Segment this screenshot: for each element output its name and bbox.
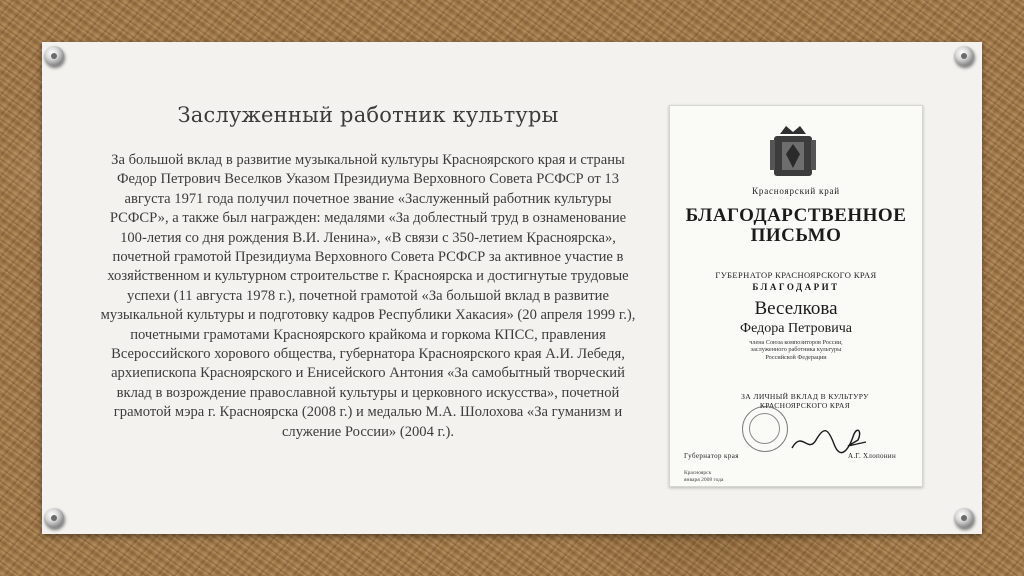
letter-recipient-given-names: Федора Петровича <box>740 321 852 336</box>
letter-contribution <box>730 392 880 410</box>
place-line: Красноярск <box>684 470 712 476</box>
member-line: члена Союза композиторов России, <box>749 339 843 346</box>
letter-governor-line: ГУБЕРНАТОР КРАСНОЯРСКОГО КРАЯ <box>715 270 877 280</box>
contribution-line: КРАСНОЯРСКОГО КРАЯ <box>759 401 851 410</box>
letter-place-date <box>684 470 723 483</box>
slide-title: Заслуженный работник культуры <box>177 103 559 127</box>
letter-thanks: БЛАГОДАРИТ <box>752 282 840 292</box>
pushpin-icon <box>954 508 974 528</box>
coat-of-arms-icon <box>770 124 816 180</box>
contribution-line: ЗА ЛИЧНЫЙ ВКЛАД В КУЛЬТУРУ <box>741 392 869 401</box>
slide-body-text: За большой вклад в развитие музыкальной культуры Красноярского края и страны Федор Петрович Веселков Указом Президиума Верховного Совета РСФСР от 13 августа 1971 года получил почетное звание «Заслуженный работник культуры РСФСР», а также был награжден: медалями «За доблестный труд в ознаменование 100-летия со дня рождения В.И. Ленина», «В связи с 350-летием Красноярска», почетной грамотой Президиума Верховного Совета РСФСР за активное участие в хозяйственном и культурном строительстве г. Красноярска и достигнутые трудовые успехи (11 августа 1978 г.), почетной грамотой «За большой вклад в развитие музыкальной культуры и подготовку кадров Республики Хакасия» (20 апреля 1999 г.), почетными грамотами Красноярского крайкома и горкома КПСС, правления Всероссийского хорового общества, губернатора Красноярского края А.И. Лебедя, архиепископа Красноярского и Енисейского Антония «За самобытный творческий вклад в возрождение православной культуры и церковного искусства», почетной грамотой мэра г. Красноярска (2008 г.) и медалью М.А. Шолохова «За гуманизм и служение России» (2004 г.). <box>100 152 636 440</box>
letter-recipient-surname: Веселкова <box>754 298 838 319</box>
letter-recipient-title <box>700 339 892 361</box>
member-line: заслуженного работника культуры <box>750 346 842 354</box>
date-line: января 2008 года <box>684 476 724 483</box>
letter-of-gratitude-image <box>669 105 923 487</box>
letter-heading-line2: ПИСЬМО <box>750 225 842 246</box>
pushpin-icon <box>954 46 974 66</box>
pushpin-icon <box>44 508 64 528</box>
official-seal-icon <box>742 406 788 452</box>
governor-label: Губернатор края <box>684 452 739 460</box>
governor-name: А.Г. Хлопонин <box>848 452 896 460</box>
pushpin-icon <box>44 46 64 66</box>
letter-heading <box>670 206 922 246</box>
letter-region: Красноярский край <box>752 186 840 196</box>
letter-heading-line1: БЛАГОДАРСТВЕННОЕ <box>685 205 907 226</box>
member-line: Российской Федерации <box>765 353 827 361</box>
